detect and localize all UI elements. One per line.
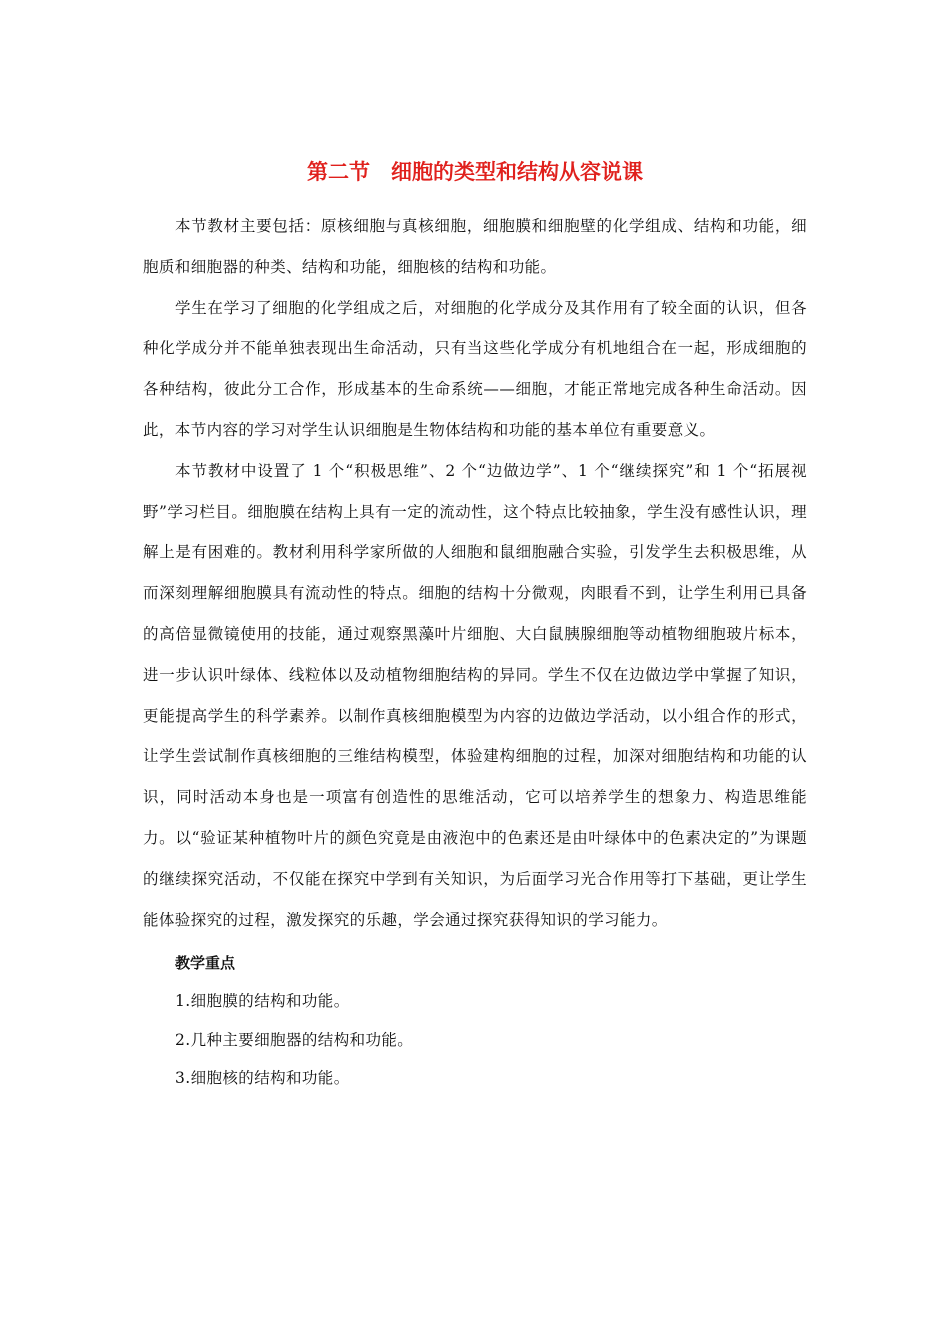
key-point-item: 1.细胞膜的结构和功能。	[175, 992, 350, 1011]
key-point-item: 2.几种主要细胞器的结构和功能。	[175, 1030, 414, 1049]
paragraph-background: 学生在学习了细胞的化学组成之后，对细胞的化学成分及其作用有了较全面的认识，但各种化学成分并不能单独表现出生命活动，只有当这些化学成分有机地组合在一起，形成细胞的各种结构，彼此分工合作，形成基本的生命系统——细胞，才能正常地完成各种生命活动。因此，本节内容的学习对学生认识细胞是生物体结构和功能的基本单位有重要意义。	[143, 298, 807, 439]
key-point-item: 3.细胞核的结构和功能。	[175, 1069, 350, 1088]
section-heading-key-points: 教学重点	[175, 954, 236, 973]
document-title: 第二节 细胞的类型和结构从容说课	[307, 160, 643, 184]
paragraph-activities: 本节教材中设置了 1 个“积极思维”、2 个“边做边学”、1 个“继续探究”和 1 个“拓展视野”学习栏目。细胞膜在结构上具有一定的流动性，这个特点比较抽象，学生没有感性认识，理解上是有困难的。教材利用科学家所做的人细胞和鼠细胞融合实验，引发学生去积极思维，从而深刻理解细胞膜具有流动性的特点。细胞的结构十分微观，肉眼看不到，让学生利用已具备的高倍显微镜使用的技能，通过观察黑藻叶片细胞、大白鼠胰腺细胞等动植物细胞玻片标本，进一步认识叶绿体、线粒体以及动植物细胞结构的异同。学生不仅在边做边学中掌握了知识，更能提高学生的科学素养。以制作真核细胞模型为内容的边做边学活动，以小组合作的形式，让学生尝试制作真核细胞的三维结构模型，体验建构细胞的过程，加深对细胞结构和功能的认识，同时活动本身也是一项富有创造性的思维活动，它可以培养学生的想象力、构造思维能力。以“验证某种植物叶片的颜色究竟是由液泡中的色素还是由叶绿体中的色素决定的”为课题的继续探究活动，不仅能在探究中学到有关知识，为后面学习光合作用等打下基础，更让学生能体验探究的过程，激发探究的乐趣，学会通过探究获得知识的学习能力。	[143, 461, 807, 929]
document-body	[143, 206, 807, 1098]
paragraph-intro: 本节教材主要包括：原核细胞与真核细胞，细胞膜和细胞壁的化学组成、结构和功能，细胞质和细胞器的种类、结构和功能，细胞核的结构和功能。	[143, 217, 807, 276]
